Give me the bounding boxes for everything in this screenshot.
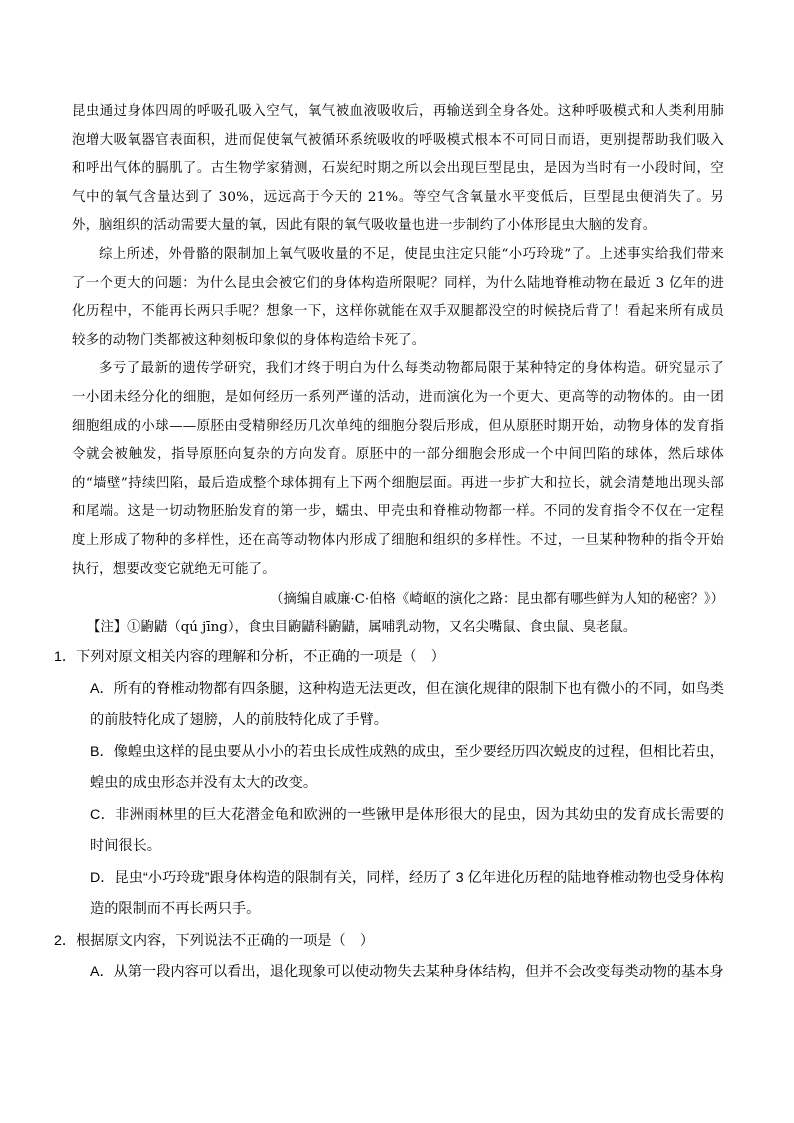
question-stem: 2．根据原文内容，下列说法不正确的一项是（ ） <box>54 932 375 949</box>
source-citation: （摘编自戚廉·C·伯格《崎岖的演化之路：昆虫都有哪些鲜为人知的秘密？》） <box>270 592 724 608</box>
page-content <box>54 98 724 989</box>
annotation-note: 【注】①鼩鼱（qú jīng），食虫目鼩鼱科鼩鼱，属哺乳动物，又名尖嘴鼠、食虫鼠、臭老鼠。 <box>87 620 637 636</box>
question-stem: 1．下列对原文相关内容的理解和分析，不正确的一项是（ ） <box>54 649 445 666</box>
question-1 <box>54 642 724 926</box>
question-option-b[interactable]: B．像蝗虫这样的昆虫要从小小的若虫长成性成熟的成虫，至少要经历四次蜕皮的过程，但相比若虫，蝗虫的成虫形态并没有太大的改变。 <box>90 743 724 792</box>
passage-paragraph-2: 综上所述，外骨骼的限制加上氧气吸收量的不足，使昆虫注定只能“小巧玲珑”了。上述事实给我们带来了一个更大的问题：为什么昆虫会被它们的身体构造所限呢？同样，为什么陆地脊椎动物在最近 3 亿年的进化历程中，不能再长两只手呢？想象一下，这样你就能在双手双腿都没空的时候挠后背了！看起来所有成员较多的动物门类都被这种刻板印象似的身体构造给卡死了。 <box>72 246 724 348</box>
question-option-c[interactable]: C．非洲雨林里的巨大花潜金龟和欧洲的一些锹甲是体形很大的昆虫，因为其幼虫的发育成长需要的时间很长。 <box>90 806 724 855</box>
passage-paragraph-1: 昆虫通过身体四周的呼吸孔吸入空气，氧气被血液吸收后，再输送到全身各处。这种呼吸模式和人类利用肺泡增大吸氧器官表面积，进而促使氧气被循环系统吸收的呼吸模式根本不可同日而语，更别提帮助我们吸入和呼出气体的膈肌了。古生物学家猜测，石炭纪时期之所以会出现巨型昆虫，是因为当时有一小段时间，空气中的氧气含量达到了 30%，远远高于今天的 21%。等空气含氧量水平变低后，巨型昆虫便消失了。另外，脑组织的活动需要大量的氧，因此有限的氧气吸收量也进一步制约了小体形昆虫大脑的发育。 <box>72 104 724 234</box>
question-2 <box>54 926 724 989</box>
question-option-a[interactable]: A．所有的脊椎动物都有四条腿，这种构造无法更改，但在演化规律的限制下也有微小的不同，如鸟类的前肢特化成了翅膀，人的前肢特化成了手臂。 <box>90 680 724 729</box>
question-option-d[interactable]: D．昆虫“小巧玲珑”跟身体构造的限制有关，同样，经历了 3 亿年进化历程的陆地脊椎动物也受身体构造的限制而不再长两只手。 <box>90 869 724 918</box>
question-option-a[interactable]: A．从第一段内容可以看出，退化现象可以使动物失去某种身体结构，但并不会改变每类动物的基本身 <box>90 964 724 981</box>
passage-paragraph-3: 多亏了最新的遗传学研究，我们才终于明白为什么每类动物都局限于某种特定的身体构造。研究显示了一小团未经分化的细胞，是如何经历一系列严谨的活动，进而演化为一个更大、更高等的动物体的。由一团细胞组成的小球——原胚由受精卵经历几次单纯的细胞分裂后形成，但从原胚时期开始，动物身体的发育指令就会被触发，指导原胚向复杂的方向发育。原胚中的一部分细胞会形成一个中间凹陷的球体，然后球体的“墙壁”持续凹陷，最后造成整个球体拥有上下两个细胞层面。再进一步扩大和拉长，就会清楚地出现头部和尾端。这是一切动物胚胎发育的第一步，蠕虫、甲壳虫和脊椎动物都一样。不同的发育指令不仅在一定程度上形成了物种的多样性，还在高等动物体内形成了细胞和组织的多样性。不过，一旦某种物种的指令开始执行，想要改变它就绝无可能了。 <box>72 361 724 577</box>
